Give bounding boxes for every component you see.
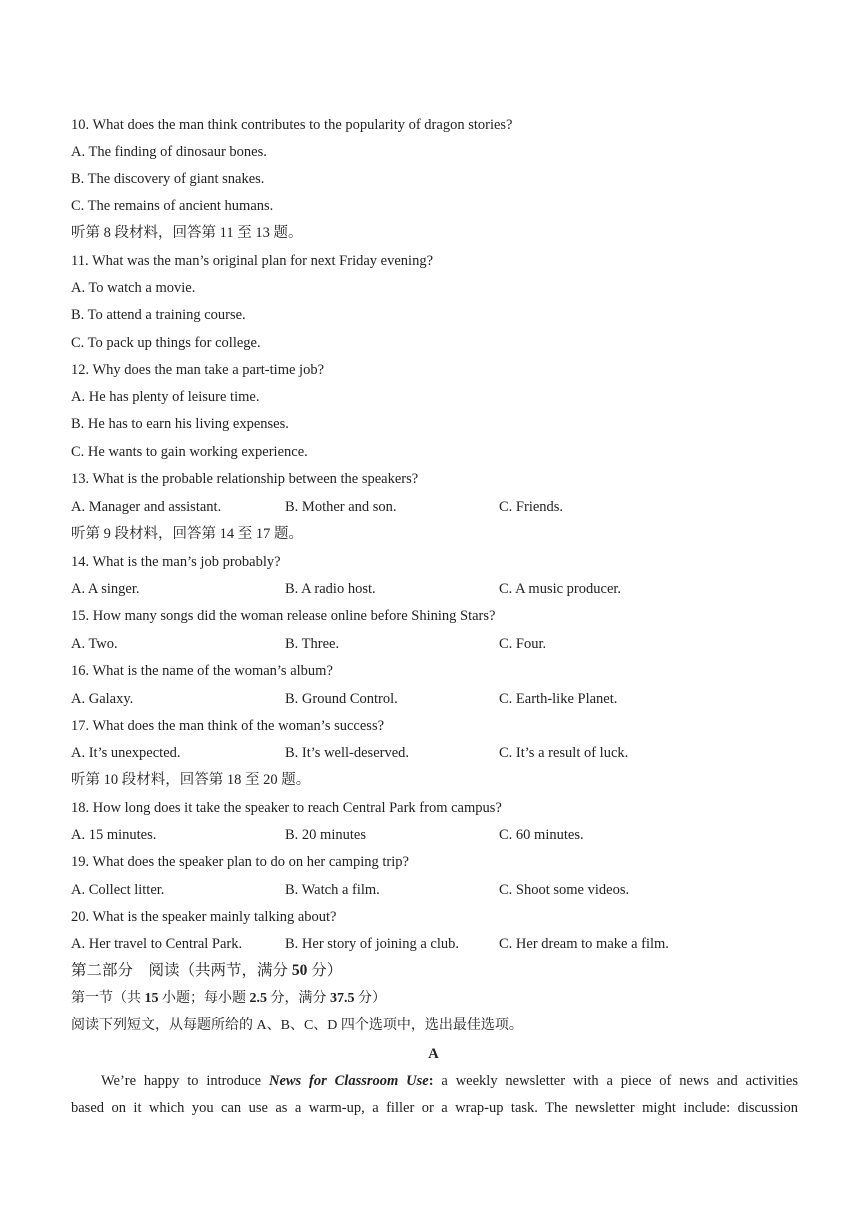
option-13-c: C. Friends. xyxy=(499,499,564,515)
option-13-a: A. Manager and assistant. xyxy=(71,499,222,515)
question-13: 13. What is the probable relationship between the speakers? xyxy=(71,471,419,487)
option-12-b: B. He has to earn his living expenses. xyxy=(71,416,289,432)
option-14-b: B. A radio host. xyxy=(285,581,376,597)
option-18-c: C. 60 minutes. xyxy=(499,827,584,843)
option-17-b: B. It’s well-deserved. xyxy=(285,745,410,761)
option-15-b: B. Three. xyxy=(285,636,340,652)
option-19-a: A. Collect litter. xyxy=(71,882,165,898)
option-17-c: C. It’s a result of luck. xyxy=(499,745,629,761)
option-19-c: C. Shoot some videos. xyxy=(499,882,630,898)
section-heading: 第二部分 阅读（共两节，满分 50 分） xyxy=(71,962,343,979)
option-16-b: B. Ground Control. xyxy=(285,691,398,707)
question-10: 10. What does the man think contributes to the popularity of dragon stories? xyxy=(71,117,513,133)
option-15-c: C. Four. xyxy=(499,636,547,652)
option-17-a: A. It’s unexpected. xyxy=(71,745,181,761)
option-10-c: C. The remains of ancient humans. xyxy=(71,198,274,214)
option-18-b: B. 20 minutes xyxy=(285,827,366,843)
question-20: 20. What is the speaker mainly talking about? xyxy=(71,909,337,925)
option-13-b: B. Mother and son. xyxy=(285,499,397,515)
option-20-a: A. Her travel to Central Park. xyxy=(71,936,243,952)
listening-note-8: 听第 8 段材料，回答第 11 至 13 题。 xyxy=(71,225,303,241)
passage-line-2: based on it which you can use as a warm-up, a filler or a wrap-up task. The newsletter might include: discussion xyxy=(71,1100,798,1116)
question-17: 17. What does the man think of the woman’s success? xyxy=(71,718,385,734)
passage-line-1: We’re happy to introduce News for Classroom Use: a weekly newsletter with a piece of news and activities xyxy=(101,1073,798,1089)
option-12-c: C. He wants to gain working experience. xyxy=(71,444,308,460)
question-18: 18. How long does it take the speaker to reach Central Park from campus? xyxy=(71,800,502,816)
option-14-a: A. A singer. xyxy=(71,581,140,597)
question-11: 11. What was the man’s original plan for next Friday evening? xyxy=(71,253,434,269)
question-12: 12. Why does the man take a part-time job? xyxy=(71,362,324,378)
option-11-c: C. To pack up things for college. xyxy=(71,335,261,351)
option-19-b: B. Watch a film. xyxy=(285,882,380,898)
option-20-c: C. Her dream to make a film. xyxy=(499,936,669,952)
section-instruction: 阅读下列短文，从每题所给的 A、B、C、D 四个选项中，选出最佳选项。 xyxy=(71,1018,523,1033)
question-19: 19. What does the speaker plan to do on her camping trip? xyxy=(71,854,409,870)
listening-note-9: 听第 9 段材料，回答第 14 至 17 题。 xyxy=(71,526,303,542)
option-10-b: B. The discovery of giant snakes. xyxy=(71,171,265,187)
option-18-a: A. 15 minutes. xyxy=(71,827,157,843)
option-11-b: B. To attend a training course. xyxy=(71,307,246,323)
option-16-a: A. Galaxy. xyxy=(71,691,134,707)
option-20-b: B. Her story of joining a club. xyxy=(285,936,459,952)
option-15-a: A. Two. xyxy=(71,636,118,652)
option-12-a: A. He has plenty of leisure time. xyxy=(71,389,260,405)
section-subheading: 第一节（共 15 小题；每小题 2.5 分，满分 37.5 分） xyxy=(71,991,386,1006)
option-16-c: C. Earth-like Planet. xyxy=(499,691,618,707)
question-15: 15. How many songs did the woman release online before Shining Stars? xyxy=(71,608,496,624)
option-10-a: A. The finding of dinosaur bones. xyxy=(71,144,267,160)
option-11-a: A. To watch a movie. xyxy=(71,280,196,296)
question-16: 16. What is the name of the woman’s album? xyxy=(71,663,333,679)
listening-note-10: 听第 10 段材料，回答第 18 至 20 题。 xyxy=(71,772,311,788)
passage-label: A xyxy=(428,1046,439,1062)
option-14-c: C. A music producer. xyxy=(499,581,622,597)
question-14: 14. What is the man’s job probably? xyxy=(71,554,281,570)
